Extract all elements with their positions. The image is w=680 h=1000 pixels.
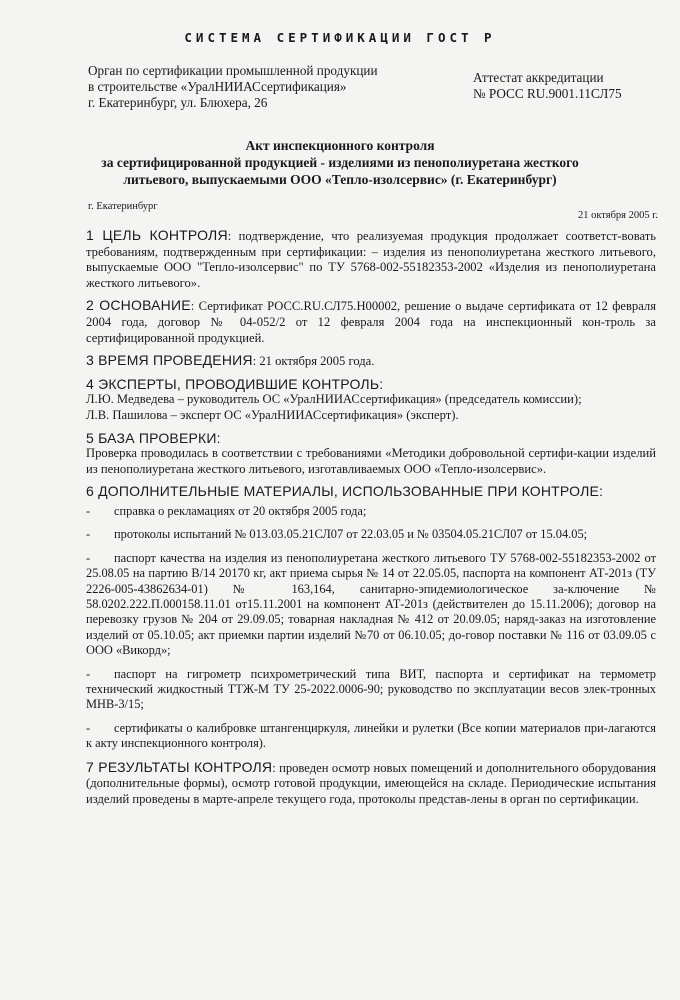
list-item-text: паспорт на гигрометр психрометрический типа ВИТ, паспорта и сертификат на термометр технический жидкостный ТТЖ-М ТУ 25-2022.0006-90; руководство по эксплуатации весов элек-тронных МНВ-3/15; [86, 666, 656, 712]
list-item [86, 667, 656, 713]
section-goal [86, 228, 656, 291]
section-text: Проверка проводилась в соответствии с требованиями «Методики добровольной сертифи-кации изделий из пенополиуретана жесткого литьевого, изготавливаемых ООО «Тепло-изолсервис». [86, 446, 656, 476]
section-materials [86, 484, 656, 751]
section-check-base [86, 431, 656, 478]
section-experts [86, 377, 656, 424]
section-results [86, 760, 656, 808]
organ-line: в строительстве «УралНИИАСсертификация» [88, 79, 347, 94]
list-item [86, 551, 656, 659]
section-heading: 2 ОСНОВАНИЕ [86, 297, 191, 314]
certification-system-title: СИСТЕМА СЕРТИФИКАЦИИ ГОСТ Р [184, 30, 496, 45]
act-body [86, 228, 656, 814]
accreditation-block [473, 70, 622, 102]
dash-marker: - [86, 527, 91, 542]
act-title-line: за сертифицированной продукцией - изделиями из пенополиуретана жесткого [101, 155, 579, 170]
accreditation-number: № РОСС RU.9001.11СЛ75 [473, 86, 622, 101]
expert-entry: Л.Ю. Медведева – руководитель ОС «УралНИИАСсертификация» (председатель комиссии); [86, 392, 582, 407]
section-basis [86, 298, 656, 346]
dash-marker: - [86, 666, 91, 681]
dash-marker: - [86, 550, 91, 565]
act-title [80, 137, 600, 188]
act-title-line: литьевого, выпускаемыми ООО «Тепло-изолсервис» (г. Екатеринбург) [123, 172, 557, 187]
section-text: : проведен осмотр новых помещений и дополнительного оборудования (дополнительные формы), осмотр готовой продукции, имеющейся на складе. Периодические испытания изделий проведены в марте-апреле текущего года, протоколы представ-лены в орган по сертификации. [86, 760, 656, 806]
organ-line: г. Екатеринбург, ул. Блюхера, 26 [88, 95, 268, 110]
dash-marker: - [86, 503, 91, 518]
section-heading: 7 РЕЗУЛЬТАТЫ КОНТРОЛЯ [86, 758, 273, 775]
materials-list [86, 504, 656, 752]
section-heading: 3 ВРЕМЯ ПРОВЕДЕНИЯ [86, 352, 253, 369]
section-text: : 21 октября 2005 года. [252, 354, 375, 369]
act-date: 21 октября 2005 г. [577, 210, 658, 221]
organ-line: Орган по сертификации промышленной продукции [88, 63, 378, 78]
section-heading: 1 ЦЕЛЬ КОНТРОЛЯ [86, 227, 228, 243]
dash-marker: - [86, 720, 91, 735]
section-time [86, 353, 656, 370]
certification-organ-block [88, 63, 378, 111]
list-item-text: паспорт качества на изделия из пенополиуретана жесткого литьевого ТУ 5768-002-55182353-2002 от 25.08.05 на партию В/14 20170 кг, акт приема сырья № 14 от 22.05.05, паспорта на компонент АТ-201з (ТУ 2226-005-43862634-01) № 163,164, санитарно-эпидемиологическое за-ключение № 58.0202.222.П.000158.11.01 от15.11.2001 на компонент АТ-201з (действителен до 15.11.2006); договор на перевозку грузов № 204 от 29.09.05; товарная накладная № 412 от 20.09.05; наряд-заказ на изготовление изделий от 05.10.05; акт приемки партии изделий №70 от 06.10.05; до-говор поставки № 116 от 03.09.05 с ООО «Викорд»; [86, 550, 656, 658]
list-item [86, 527, 656, 542]
section-heading: 5 БАЗА ПРОВЕРКИ: [86, 429, 221, 446]
section-text: : Сертификат РОСС.RU.СЛ75.Н00002, решение о выдаче сертификата от 12 февраля 2004 года, договор № 04-052/2 от 12 февраля 2004 года на инспекционный кон-троль за сертифицированной продукцией. [86, 299, 656, 345]
list-item-text: справка о рекламациях от 20 октября 2005 года; [114, 503, 367, 518]
expert-entry: Л.В. Пашилова – эксперт ОС «УралНИИАСсертификация» (эксперт). [86, 407, 459, 422]
list-item [86, 504, 656, 519]
section-heading: 6 ДОПОЛНИТЕЛЬНЫЕ МАТЕРИАЛЫ, ИСПОЛЬЗОВАННЫЕ ПРИ КОНТРОЛЕ: [86, 483, 604, 500]
list-item-text: сертификаты о калибровке штангенциркуля, линейки и рулетки (Все копии материалов при-лагаются к акту инспекционного контроля). [86, 720, 656, 751]
section-heading: 4 ЭКСПЕРТЫ, ПРОВОДИВШИЕ КОНТРОЛЬ: [86, 375, 384, 392]
list-item [86, 721, 656, 752]
act-city: г. Екатеринбург [88, 201, 158, 212]
act-title-line: Акт инспекционного контроля [245, 138, 435, 153]
section-text: : подтверждение, что реализуемая продукция продолжает соответст-вовать требованиям, подтвержденным при сертификации: – изделия из пенополиуретана жесткого литьевого, выпускаемые ООО "Тепло-изолсервис" по ТУ 5768-002-55182353-2002 «Изделия из пенополиуретана жесткого литьевого». [86, 229, 656, 290]
accreditation-line: Аттестат аккредитации [473, 70, 604, 85]
list-item-text: протоколы испытаний № 013.03.05.21СЛ07 от 22.03.05 и № 03504.05.21СЛ07 от 15.04.05; [114, 527, 588, 542]
